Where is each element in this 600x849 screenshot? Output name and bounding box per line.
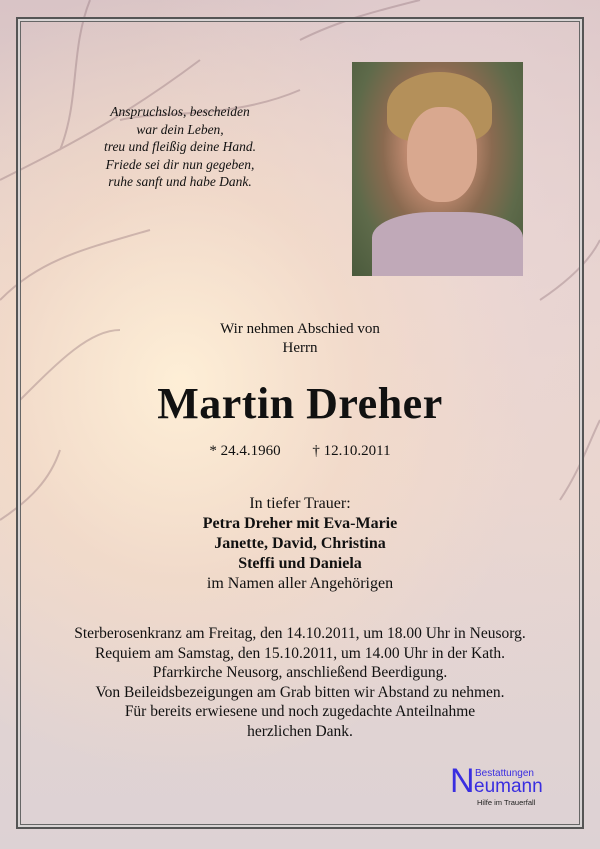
logo-name: eumann — [474, 776, 543, 797]
funeral-home-logo — [450, 762, 570, 807]
death-date: † 12.10.2011 — [312, 443, 391, 459]
mourner-names: Petra Dreher mit Eva-Marie — [202, 515, 398, 532]
info-line: Für bereits erwiesene und noch zugedachte Anteilnahme — [124, 703, 476, 720]
mourner-names: Janette, David, Christina — [214, 535, 386, 552]
service-info — [0, 624, 600, 741]
mourners — [0, 494, 600, 594]
info-line: herzlichen Dank. — [247, 722, 353, 740]
intro-line: Herrn — [282, 340, 318, 356]
logo-top: Bestattungen — [475, 768, 534, 779]
info-line: Pfarrkirche Neusorg, anschließend Beerdigung. — [152, 664, 448, 681]
poem — [80, 103, 280, 191]
info-line: Sterberosenkranz am Freitag, den 14.10.2011, um 18.00 Uhr in Neusorg. — [74, 625, 526, 642]
dates — [0, 443, 600, 460]
poem-line: treu und fleißig deine Hand. — [103, 139, 257, 154]
poem-line: war dein Leben, — [136, 121, 224, 137]
deceased-name: Martin Dreher — [157, 379, 443, 428]
info-line: Von Beileidsbezeigungen am Grab bitten wir Abstand zu nehmen. — [95, 683, 505, 701]
birth-date: * 24.4.1960 — [209, 443, 281, 459]
poem-line: Friede sei dir nun gegeben, — [105, 156, 255, 172]
poem-line: ruhe sanft und habe Dank. — [108, 174, 252, 189]
logo-initial: N — [450, 762, 475, 800]
mourners-heading: In tiefer Trauer: — [249, 495, 351, 512]
portrait-photo — [352, 62, 523, 276]
logo-tagline: Hilfe im Trauerfall — [477, 798, 536, 807]
intro-line: Wir nehmen Abschied von — [220, 321, 380, 337]
mourners-closing: im Namen aller Angehörigen — [206, 575, 394, 592]
info-line: Requiem am Samstag, den 15.10.2011, um 14.00 Uhr in der Kath. — [94, 644, 506, 662]
poem-line: Anspruchslos, bescheiden — [110, 104, 250, 119]
intro — [0, 320, 600, 358]
mourner-names: Steffi und Daniela — [238, 555, 362, 572]
